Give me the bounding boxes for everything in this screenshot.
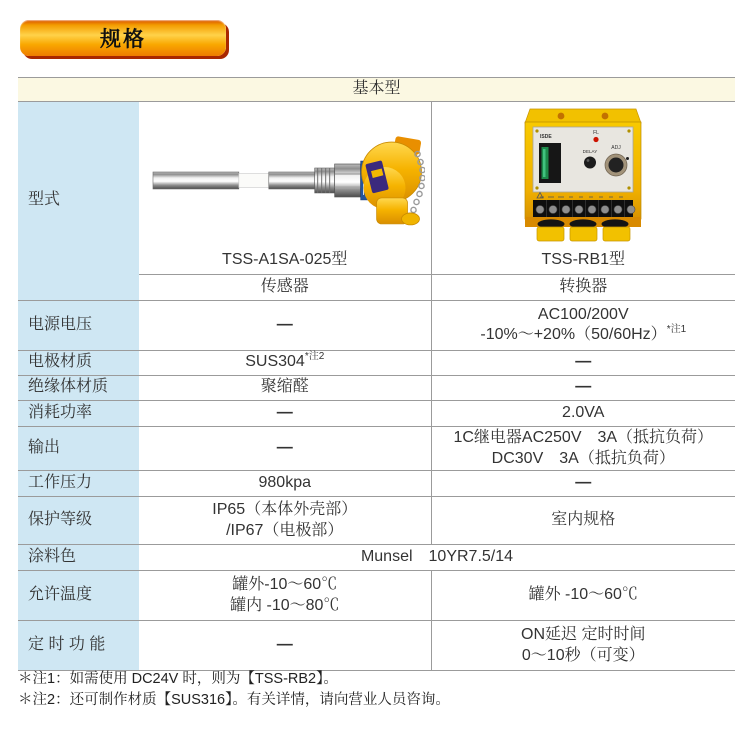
electrode-material-sensor: $SUS304^{*注2}$ — [139, 350, 431, 375]
converter-delay-label: DELAY — [582, 148, 598, 154]
power-consumption-converter: 2.0VA — [431, 400, 735, 426]
sensor-photo — [145, 110, 425, 240]
sensor-model-name: TSS-A1SA-025型 — [139, 247, 431, 274]
row-power-consumption — [18, 400, 735, 426]
sensor-head — [362, 135, 422, 223]
insulator-material-converter: — — [431, 375, 735, 400]
spec-heading-label: 规格 — [100, 28, 146, 51]
converter-adj-label: ADJ — [611, 144, 621, 151]
protection-class-label: 保护等级 — [18, 497, 139, 545]
spec-heading-button — [20, 20, 226, 56]
sensor-photo-cell — [139, 101, 431, 247]
table-title-row — [18, 78, 735, 102]
sensor-rod — [153, 172, 239, 189]
electrode-material-label: 电极材质 — [18, 350, 139, 375]
allowable-temperature-sensor: 罐外-10～60℃ 罐内 -10～80℃ — [139, 571, 431, 621]
note2-reference: *注2 — [304, 351, 325, 363]
row-output — [18, 426, 735, 471]
protection-class-converter: 室内规格 — [431, 497, 735, 545]
converter-flange — [525, 109, 641, 123]
row-power-voltage — [18, 300, 735, 350]
row-working-pressure — [18, 471, 735, 497]
converter-model-name: TSS-RB1型 — [431, 247, 735, 274]
row-electrode-material — [18, 350, 735, 375]
note1-reference: *注1 — [666, 324, 687, 336]
protection-class-sensor: IP65（本体外壳部） /IP67（电极部） — [139, 497, 431, 545]
timer-function-label: 定 时 功 能 — [18, 621, 139, 671]
converter-feet — [537, 227, 630, 241]
converter-photo — [513, 107, 653, 243]
product-photo-row — [18, 101, 735, 247]
spec-table — [18, 77, 735, 671]
output-converter: 1C继电器AC250V 3A（抵抗负荷） DC30V 3A（抵抗负荷） — [431, 426, 735, 471]
table-title: 基本型 — [18, 78, 735, 102]
converter-brand-text: ISDE — [540, 133, 552, 140]
allowable-temperature-label: 允许温度 — [18, 571, 139, 621]
power-voltage-label: 电源电压 — [18, 300, 139, 350]
insulator-material-label: 绝缘体材质 — [18, 375, 139, 400]
working-pressure-converter: — — [431, 471, 735, 497]
paint-color-label: 涂料色 — [18, 545, 139, 571]
power-consumption-sensor: — — [139, 400, 431, 426]
working-pressure-label: 工作压力 — [18, 471, 139, 497]
working-pressure-sensor: 980kpa — [139, 471, 431, 497]
row-timer-function — [18, 621, 735, 671]
output-label: 输出 — [18, 426, 139, 471]
sensor-hex-nut — [335, 164, 361, 197]
sensor-insulator — [239, 173, 269, 187]
output-sensor: — — [139, 426, 431, 471]
converter-fl-led — [594, 136, 599, 141]
sensor-category: 传感器 — [139, 274, 431, 300]
sensor-chain-cap — [402, 212, 420, 224]
timer-function-converter: ON延迟 定时时间 0～10秒（可变） — [431, 621, 735, 671]
converter-delay-knob — [584, 156, 596, 168]
row-protection-class — [18, 497, 735, 545]
allowable-temperature-converter: 罐外 -10～60℃ — [431, 571, 735, 621]
footnote-2: ＊注2：还可制作材质【SUS316】。有关详情，请向营业人员咨询。 — [18, 692, 450, 708]
electrode-material-converter: — — [431, 350, 735, 375]
power-consumption-label: 消耗功率 — [18, 400, 139, 426]
row-insulator-material — [18, 375, 735, 400]
paint-color-value: Munsel 10YR7.5/14 — [139, 545, 735, 571]
converter-photo-cell — [431, 101, 735, 247]
timer-function-sensor: — — [139, 621, 431, 671]
converter-category: 转换器 — [431, 274, 735, 300]
insulator-material-sensor: 聚缩醛 — [139, 375, 431, 400]
row-paint-color — [18, 545, 735, 571]
footnotes — [18, 669, 450, 711]
power-voltage-converter: AC100/200V $-10\%\sim+20\%(50/60Hz)^{*注1}$ — [431, 300, 735, 350]
footnote-1: ＊注1：如需使用 DC24V 时，则为【TSS-RB2】。 — [18, 671, 338, 687]
model-row-label: 型式 — [18, 101, 139, 300]
row-allowable-temperature — [18, 571, 735, 621]
power-voltage-sensor: — — [139, 300, 431, 350]
converter-fl-label: FL — [593, 129, 600, 136]
